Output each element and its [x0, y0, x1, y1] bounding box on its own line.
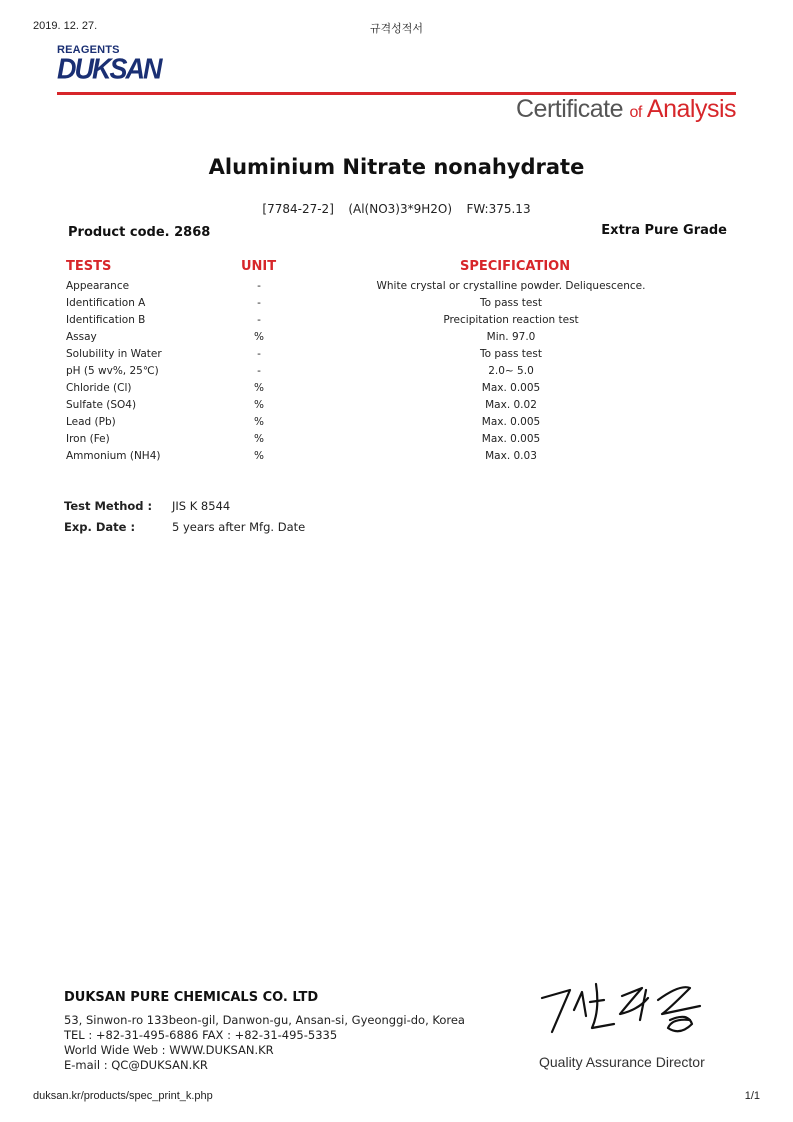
table-row: [66, 280, 706, 297]
test-name: Ammonium (NH4): [66, 450, 161, 462]
cas-number: [7784-27-2]: [262, 202, 334, 216]
test-name: Identification B: [66, 314, 146, 326]
test-spec: To pass test: [480, 297, 542, 309]
test-unit: %: [254, 399, 264, 411]
test-unit: -: [257, 348, 261, 360]
formula-weight: FW:375.13: [466, 202, 531, 216]
table-row: [66, 348, 706, 365]
signatory-title: Quality Assurance Director: [539, 1054, 705, 1070]
table-row: [66, 314, 706, 331]
logo-main-text: DUKSAN: [57, 53, 161, 85]
company-web: World Wide Web : WWW.DUKSAN.KR: [64, 1043, 274, 1057]
product-grade: Extra Pure Grade: [601, 223, 727, 238]
test-name: Appearance: [66, 280, 130, 292]
print-page-title: 규격성적서: [369, 22, 424, 35]
signature-image: [530, 970, 720, 1050]
table-row: [66, 433, 706, 450]
test-name: Assay: [66, 331, 97, 343]
header-specification: SPECIFICATION: [460, 259, 571, 274]
product-name: Aluminium Nitrate nonahydrate: [208, 155, 585, 179]
test-name: Sulfate (SO4): [66, 399, 137, 411]
print-url: duksan.kr/products/spec_print_k.php: [33, 1090, 213, 1102]
test-unit: %: [254, 382, 264, 394]
table-row: [66, 450, 706, 467]
test-spec: Max. 0.005: [481, 416, 541, 428]
header-unit: UNIT: [241, 259, 277, 274]
test-method-label: Test Method :: [64, 499, 153, 513]
test-unit: -: [257, 314, 261, 326]
table-row: [66, 331, 706, 348]
test-method-line: [64, 499, 230, 513]
table-row: [66, 416, 706, 433]
test-name: pH (5 wv%, 25℃): [66, 365, 159, 377]
test-name: Lead (Pb): [66, 416, 116, 428]
coa-word-certificate: Certificate: [515, 95, 624, 123]
test-spec: Max. 0.03: [485, 450, 537, 462]
test-unit: -: [257, 365, 261, 377]
test-unit: -: [257, 280, 261, 292]
header-tests: TESTS: [66, 259, 112, 274]
test-name: Iron (Fe): [66, 433, 110, 445]
coa-word-of: of: [629, 104, 642, 121]
test-spec: Max. 0.005: [481, 382, 541, 394]
exp-date-label: Exp. Date :: [64, 520, 136, 534]
test-unit: %: [254, 416, 264, 428]
test-spec: Min. 97.0: [486, 331, 536, 343]
test-name: Identification A: [66, 297, 146, 309]
exp-date-line: [64, 520, 305, 534]
duksan-logo: [57, 44, 177, 85]
test-name: Solubility in Water: [66, 348, 162, 360]
print-date: 2019. 12. 27.: [33, 20, 98, 32]
exp-date-value: 5 years after Mfg. Date: [172, 520, 306, 534]
table-row: [66, 365, 706, 382]
test-name: Chloride (Cl): [66, 382, 132, 394]
company-name: DUKSAN PURE CHEMICALS CO. LTD: [64, 990, 319, 1005]
test-unit: %: [254, 331, 264, 343]
certificate-heading: [516, 95, 736, 124]
table-row: [66, 297, 706, 314]
test-unit: -: [257, 297, 261, 309]
company-tel-fax: TEL : +82-31-495-6886 FAX : +82-31-495-5335: [64, 1028, 338, 1042]
test-spec: Precipitation reaction test: [443, 314, 579, 326]
test-spec: 2.0~ 5.0: [488, 365, 534, 377]
test-unit: %: [254, 433, 264, 445]
table-row: [66, 382, 706, 399]
table-row: [66, 399, 706, 416]
company-address: 53, Sinwon-ro 133beon-gil, Danwon-gu, Ansan-si, Gyeonggi-do, Korea: [64, 1013, 465, 1027]
product-code: Product code. 2868: [68, 225, 211, 240]
company-email: E-mail : QC@DUKSAN.KR: [64, 1058, 208, 1072]
test-spec: White crystal or crystalline powder. Deliquescence.: [376, 280, 646, 292]
spec-table: [66, 280, 706, 467]
chemical-formula: (Al(NO3)3*9H2O): [348, 202, 453, 216]
test-spec: To pass test: [480, 348, 542, 360]
page-number: 1/1: [744, 1090, 760, 1102]
product-identifiers: [0, 202, 793, 216]
test-spec: Max. 0.005: [481, 433, 541, 445]
coa-word-analysis: Analysis: [646, 95, 736, 123]
logo-top-text: REAGENTS: [57, 44, 120, 56]
test-spec: Max. 0.02: [485, 399, 537, 411]
test-unit: %: [254, 450, 264, 462]
test-method-value: JIS K 8544: [172, 499, 231, 513]
